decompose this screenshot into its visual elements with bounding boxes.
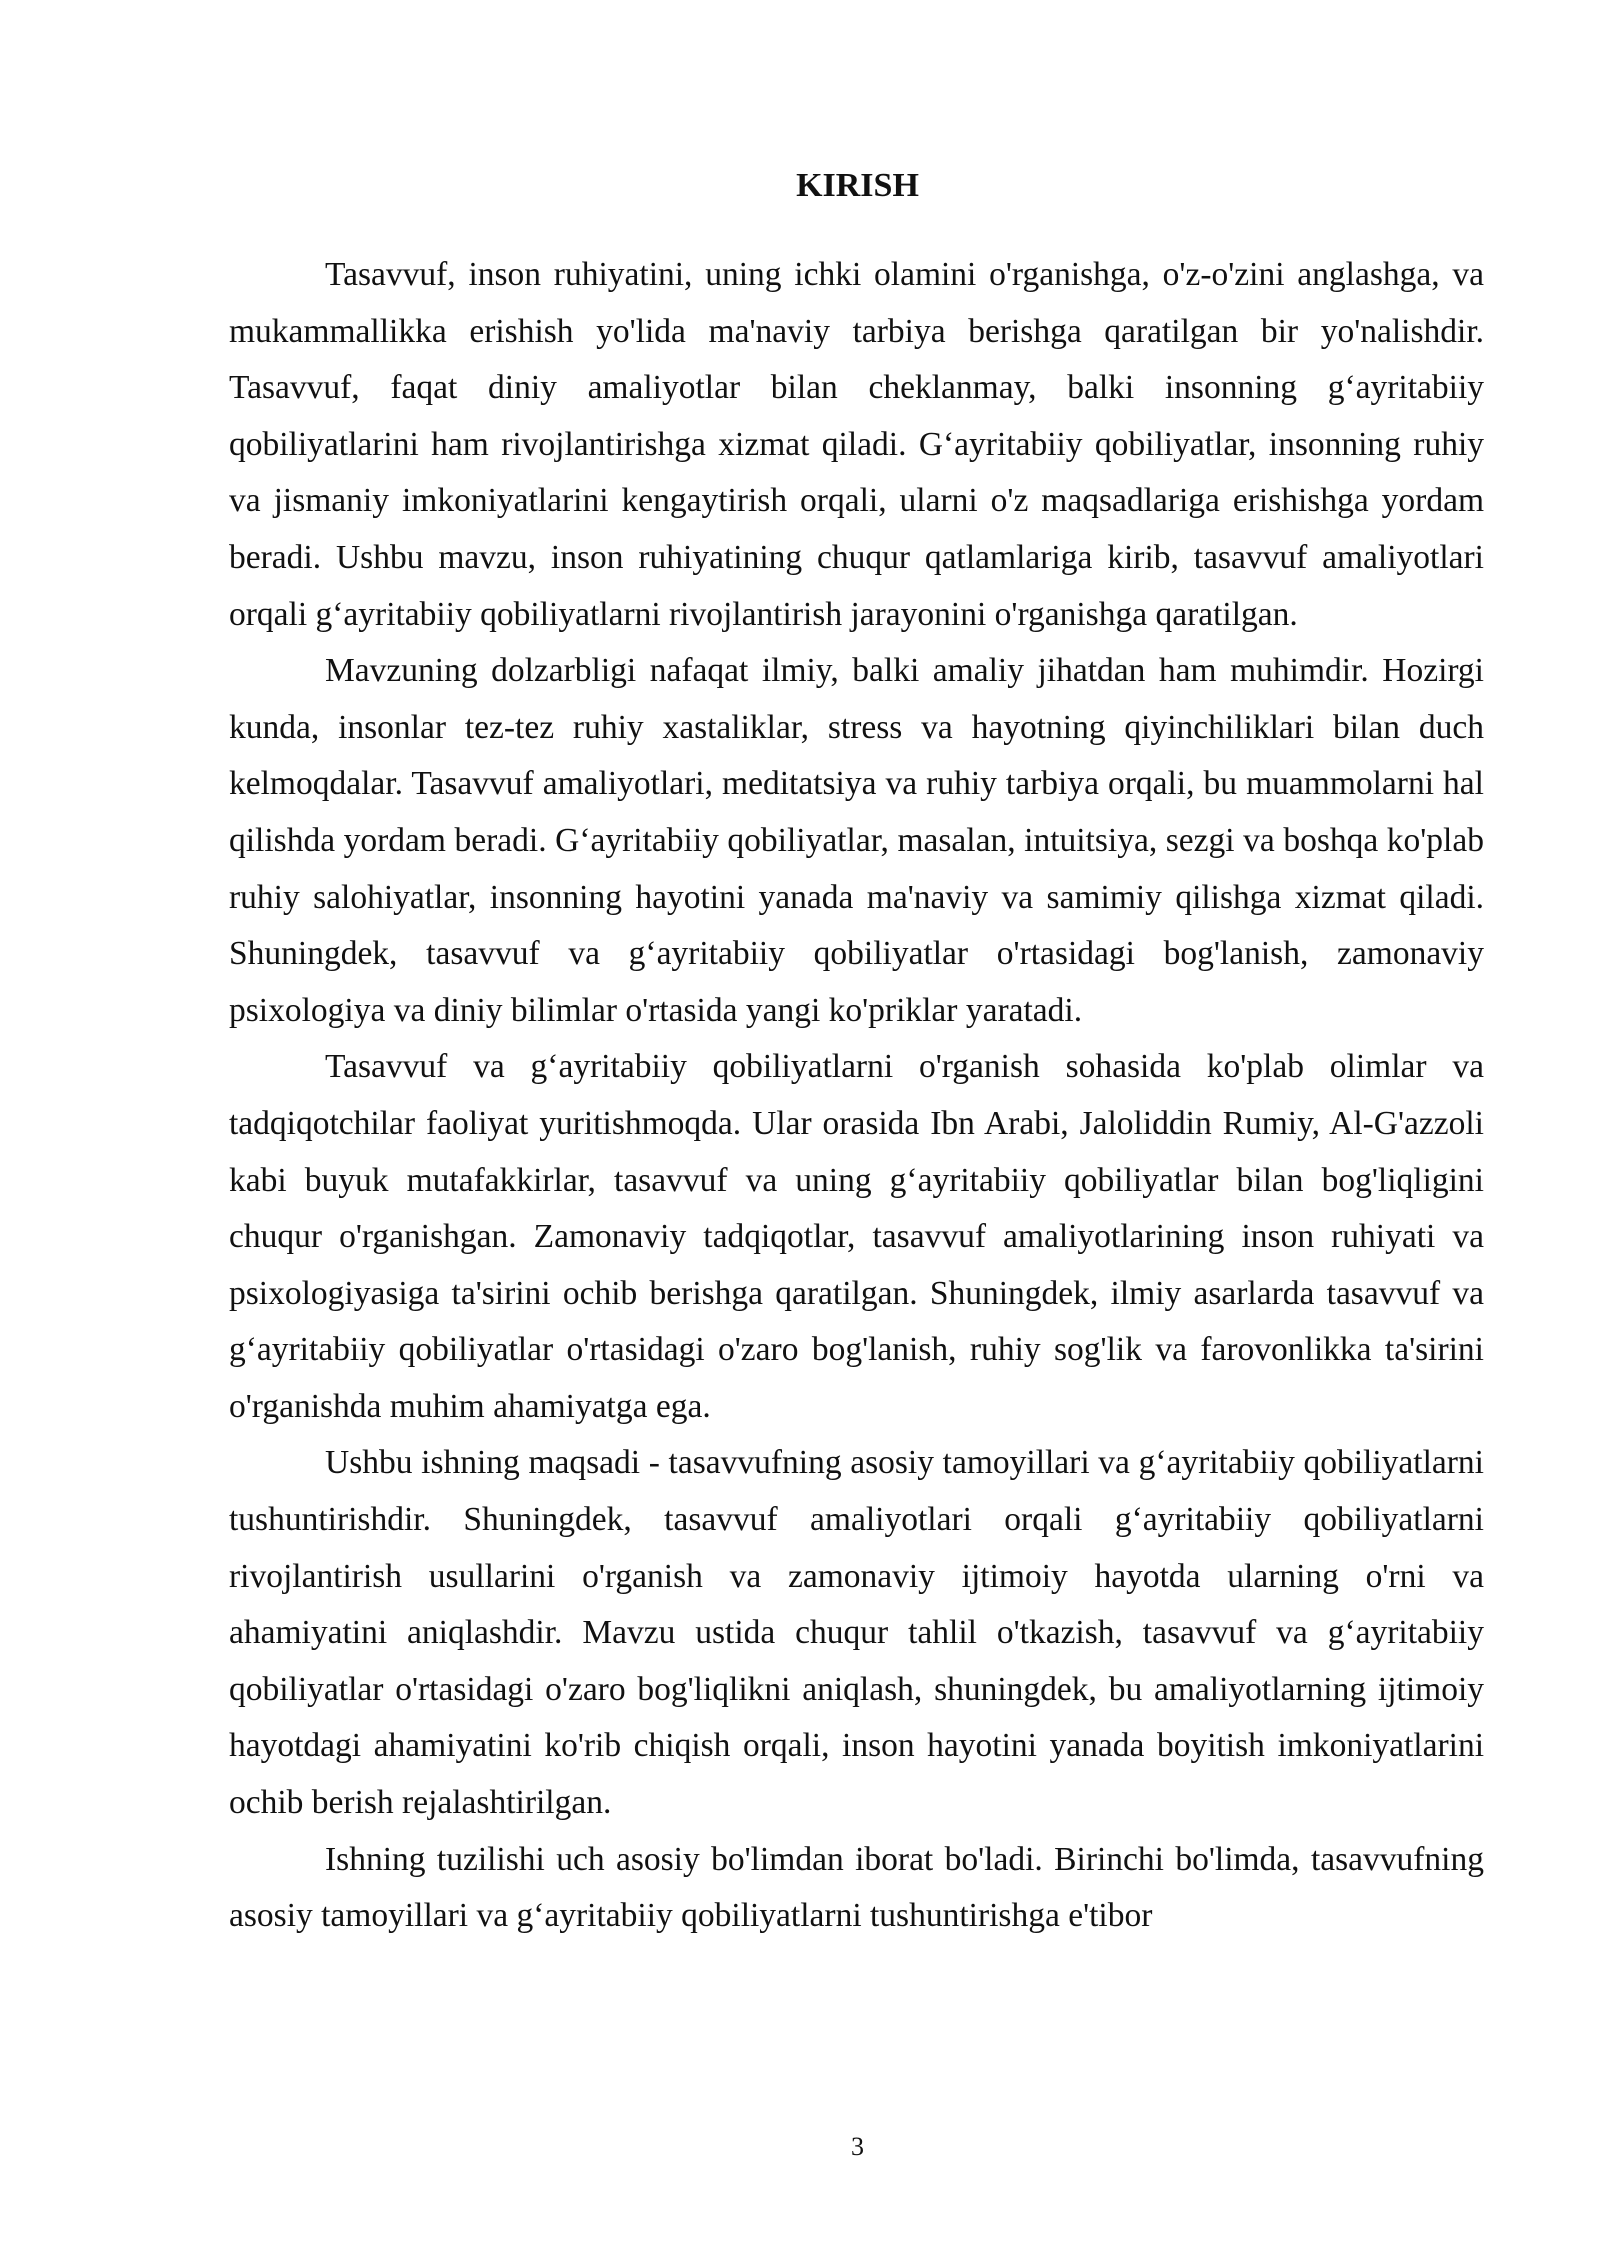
paragraph: Ushbu ishning maqsadi - tasavvufning asosiy tamoyillari va g‘ayritabiiy qobiliyatlarni tushuntirishdir. Shuningdek, tasavvuf amaliyotlari orqali g‘ayritabiiy qobiliyatlarni rivojlantirish usullarini o'rganish va zamonaviy ijtimoiy hayotda ularning o'rni va ahamiyatini aniqlashdir. Mavzu ustida chuqur tahlil o'tkazish, tasavvuf va g‘ayritabiiy qobiliyatlar o'rtasidagi o'zaro bog'liqlikni aniqlash, shuningdek, bu amaliyotlarning ijtimoiy hayotdagi ahamiyatini ko'rib chiqish orqali, inson hayotini yanada boyitish imkoniyatlarini ochib berish rejalashtirilgan. <box>229 1444 1484 1822</box>
body-text <box>229 247 1484 1945</box>
paragraph: Tasavvuf va g‘ayritabiiy qobiliyatlarni o'rganish sohasida ko'plab olimlar va tadqiqotchilar faoliyat yuritishmoqda. Ular orasida Ibn Arabi, Jaloliddin Rumiy, Al-G'azzoli kabi buyuk mutafakkirlar, tasavvuf va uning g‘ayritabiiy qobiliyatlar bilan bog'liqligini chuqur o'rganishgan. Zamonaviy tadqiqotlar, tasavvuf amaliyotlarining inson ruhiyati va psixologiyasiga ta'sirini ochib berishga qaratilgan. Shuningdek, ilmiy asarlarda tasavvuf va g‘ayritabiiy qobiliyatlar o'rtasidagi o'zaro bog'lanish, ruhiy sog'lik va farovonlikka ta'sirini o'rganishda muhim ahamiyatga ega. <box>229 1048 1484 1425</box>
section-heading: KIRISH <box>796 167 919 204</box>
paragraph: Ishning tuzilishi uch asosiy bo'limdan iborat bo'ladi. Birinchi bo'limda, tasavvufning asosiy tamoyillari va g‘ayritabiiy qobiliyatlarni tushuntirishga e'tibor <box>229 1840 1484 1935</box>
page-number: 3 <box>851 2132 864 2161</box>
paragraph: Mavzuning dolzarbligi nafaqat ilmiy, balki amaliy jihatdan ham muhimdir. Hozirgi kunda, insonlar tez-tez ruhiy xastaliklar, stress va hayotning qiyinchiliklari bilan duch kelmoqdalar. Tasavvuf amaliyotlari, meditatsiya va ruhiy tarbiya orqali, bu muammolarni hal qilishda yordam beradi. G‘ayritabiiy qobiliyatlar, masalan, intuitsiya, sezgi va boshqa ko'plab ruhiy salohiyatlar, insonning hayotini yanada ma'naviy va samimiy qilishga xizmat qiladi. Shuningdek, tasavvuf va g‘ayritabiiy qobiliyatlar o'rtasidagi bog'lanish, zamonaviy psixologiya va diniy bilimlar o'rtasida yangi ko'priklar yaratadi. <box>229 652 1484 1029</box>
paragraph: Tasavvuf, inson ruhiyatini, uning ichki olamini o'rganishga, o'z-o'zini anglashga, va mukammallikka erishish yo'lida ma'naviy tarbiya berishga qaratilgan bir yo'nalishdir. Tasavvuf, faqat diniy amaliyotlar bilan cheklanmay, balki insonning g‘ayritabiiy qobiliyatlarini ham rivojlantirishga xizmat qiladi. G‘ayritabiiy qobiliyatlar, insonning ruhiy va jismaniy imkoniyatlarini kengaytirish orqali, ularni o'z maqsadlariga erishishga yordam beradi. Ushbu mavzu, inson ruhiyatining chuqur qatlamlariga kirib, tasavvuf amaliyotlari orqali g‘ayritabiiy qobiliyatlarni rivojlantirish jarayonini o'rganishga qaratilgan. <box>229 256 1484 633</box>
